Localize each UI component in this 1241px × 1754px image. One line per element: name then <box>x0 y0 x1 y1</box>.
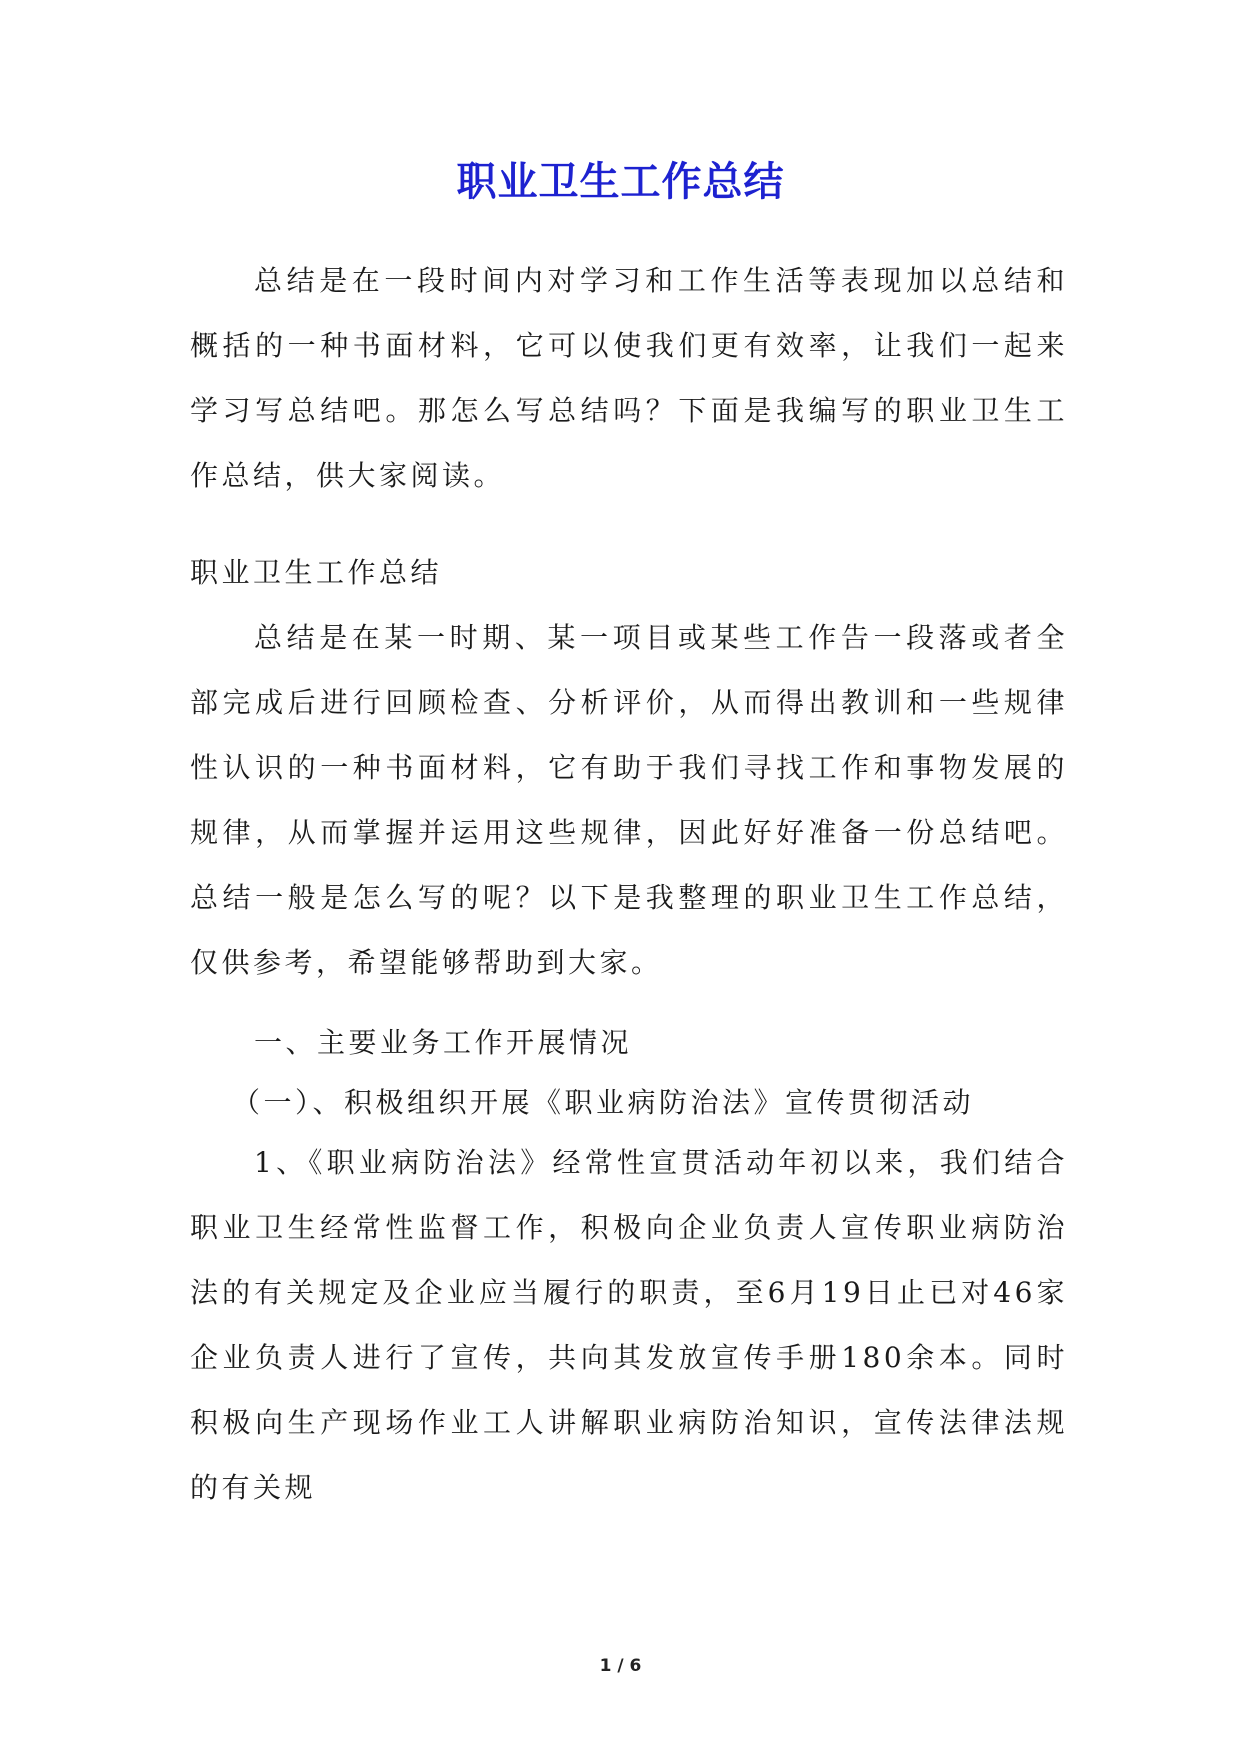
body-paragraph-3: 1、《职业病防治法》经常性宣贯活动年初以来，我们结合职业卫生经常性监督工作，积极向企业负责人宣传职业病防治法的有关规定及企业应当履行的职责，至6月19日止已对46家企业负责人进行了宣传，共向其发放宣传手册180余本。同时积极向生产现场作业工人讲解职业病防治知识，宣传法律法规的有关规 <box>190 1146 1068 1504</box>
heading-level-1: 一、主要业务工作开展情况 <box>254 1026 633 1059</box>
page-number: 1 / 6 <box>599 1656 642 1676</box>
body-paragraph-2: 总结是在某一时期、某一项目或某些工作告一段落或者全部完成后进行回顾检查、分析评价，从而得出教训和一些规律性认识的一种书面材料，它有助于我们寻找工作和事物发展的规律，从而掌握并运用这些规律，因此好好准备一份总结吧。总结一般是怎么写的呢？以下是我整理的职业卫生工作总结，仅供参考，希望能够帮助到大家。 <box>190 621 1068 979</box>
heading-level-2: （一）、积极组织开展《职业病防治法》宣传贯彻活动 <box>232 1086 975 1119</box>
document-title: 职业卫生工作总结 <box>456 159 785 205</box>
intro-paragraph: 总结是在一段时间内对学习和工作生活等表现加以总结和概括的一种书面材料，它可以使我们更有效率，让我们一起来学习写总结吧。那怎么写总结吗？下面是我编写的职业卫生工作总结，供大家阅读。 <box>190 264 1068 492</box>
section-title: 职业卫生工作总结 <box>190 556 443 589</box>
